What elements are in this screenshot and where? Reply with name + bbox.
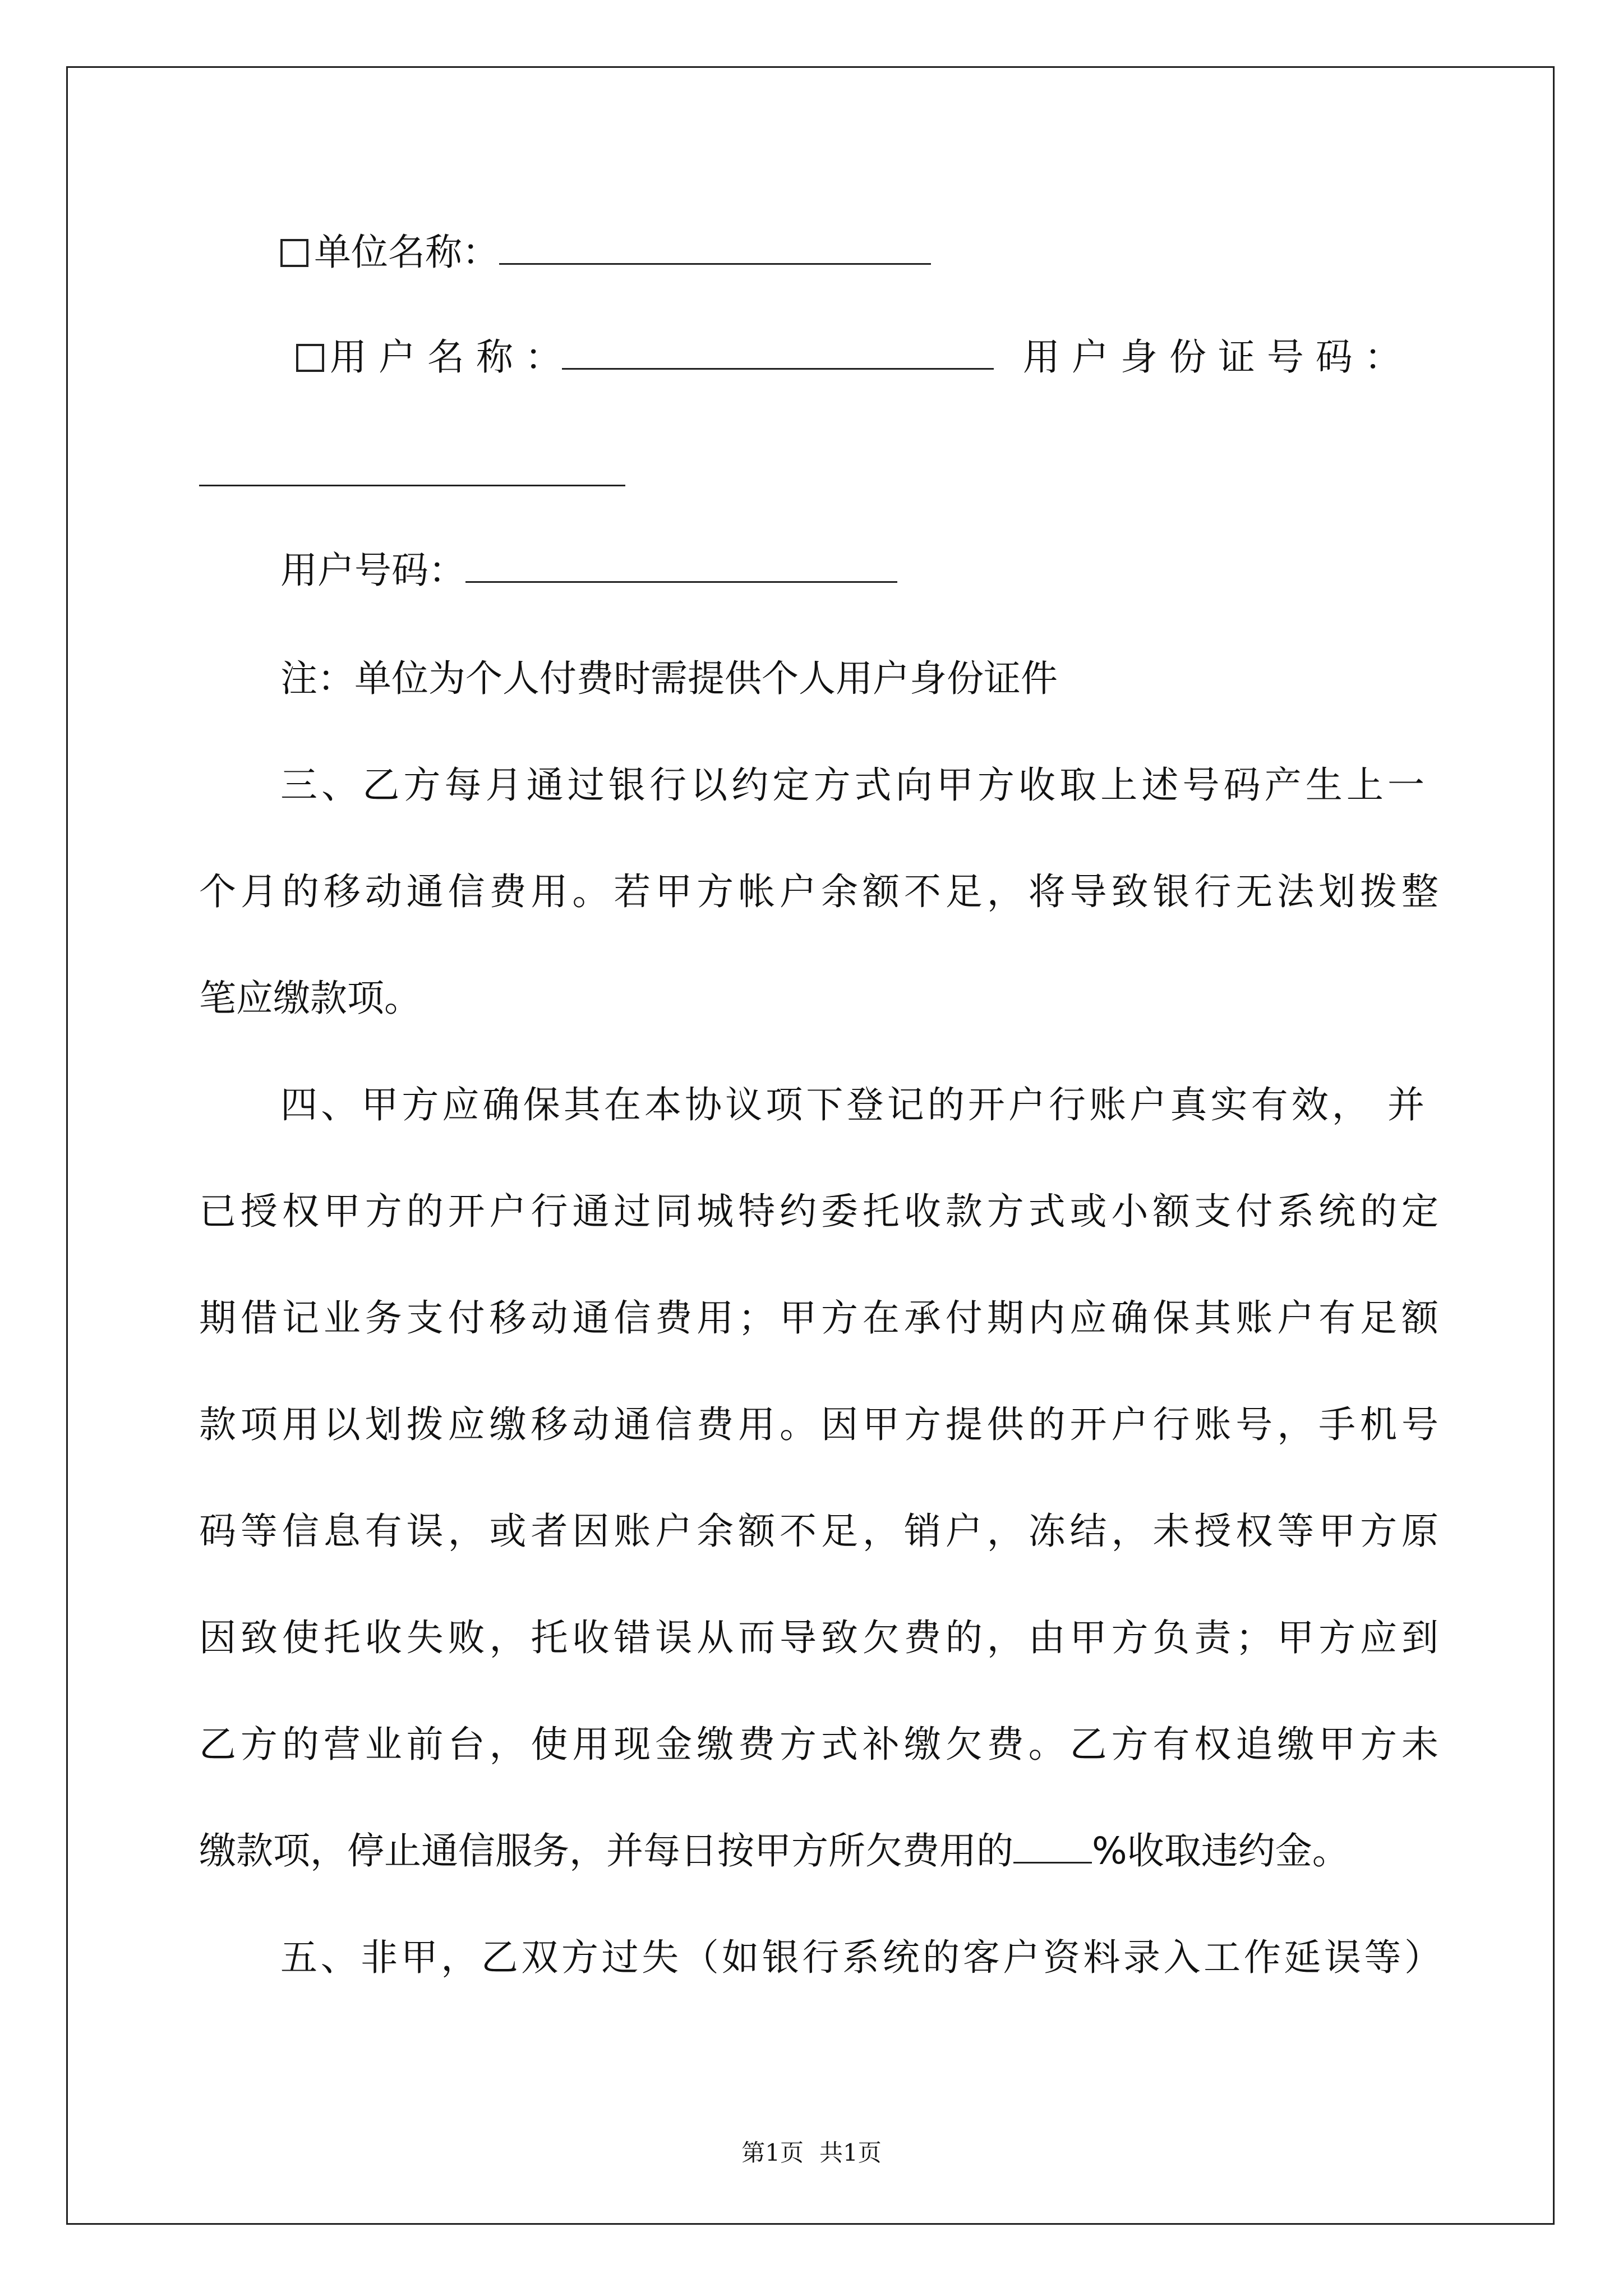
user-name-blank[interactable] [562, 333, 994, 370]
paragraph-4-line-6: 因致使托收失败，托收错误从而导致欠费的，由甲方负责；甲方应到 [199, 1616, 1438, 1659]
paragraph-3-line-1: 三、乙方每月通过银行以约定方式向甲方收取上述号码产生上一 [280, 763, 1424, 807]
paragraph-5-line-1: 五、非甲，乙双方过失（如银行系统的客户资料录入工作延误等） [280, 1936, 1441, 1979]
paragraph-4-line-7: 乙方的营业前台，使用现金缴费方式补缴欠费。乙方有权追缴甲方未 [199, 1723, 1438, 1766]
page-number: 第1页 [741, 2139, 804, 2166]
id-number-label: 用 户 身 份 证 号 码 ： [1022, 335, 1401, 379]
page-footer [0, 2136, 1623, 2170]
id-number-blank[interactable] [199, 450, 625, 486]
paragraph-3-line-2: 个月的移动通信费用。若甲方帐户余额不足，将导致银行无法划拨整 [199, 870, 1438, 913]
page-border [66, 66, 1555, 2225]
user-number-row [280, 545, 897, 596]
user-number-blank[interactable] [465, 546, 897, 583]
paragraph-4-line-4: 款项用以划拨应缴移动通信费用。因甲方提供的开户行账号，手机号 [199, 1403, 1438, 1446]
note-line: 注：单位为个人付费时需提供个人用户身份证件 [280, 657, 1058, 700]
page-total: 共1页 [819, 2139, 882, 2166]
unit-name-label: 单位名称： [314, 231, 499, 274]
user-name-row [296, 332, 1401, 383]
user-name-label: 用 户 名 称 ： [330, 335, 562, 379]
id-number-row [199, 449, 625, 499]
user-number-label: 用户号码： [280, 549, 465, 592]
unit-name-blank[interactable] [499, 228, 931, 265]
unit-name-checkbox[interactable] [280, 239, 308, 267]
unit-name-row [280, 227, 931, 278]
paragraph-3-line-3: 笔应缴款项。 [199, 977, 421, 1020]
paragraph-4-line-2: 已授权甲方的开户行通过同城特约委托收款方式或小额支付系统的定 [199, 1190, 1438, 1233]
penalty-percent-blank[interactable] [1013, 1827, 1092, 1864]
paragraph-4-line-5: 码等信息有误，或者因账户余额不足，销户，冻结，未授权等甲方原 [199, 1510, 1438, 1553]
paragraph-4-line-1: 四、甲方应确保其在本协议项下登记的开户行账户真实有效， 并 [280, 1083, 1424, 1126]
paragraph-4-line-8-end: %收取违约金。 [1092, 1829, 1349, 1872]
paragraph-4-line-8 [199, 1826, 1349, 1876]
paragraph-4-line-8-start: 缴款项，停止通信服务，并每日按甲方所欠费用的 [199, 1829, 1013, 1872]
paragraph-4-line-3: 期借记业务支付移动通信费用；甲方在承付期内应确保其账户有足额 [199, 1296, 1438, 1340]
user-name-checkbox[interactable] [296, 344, 324, 372]
